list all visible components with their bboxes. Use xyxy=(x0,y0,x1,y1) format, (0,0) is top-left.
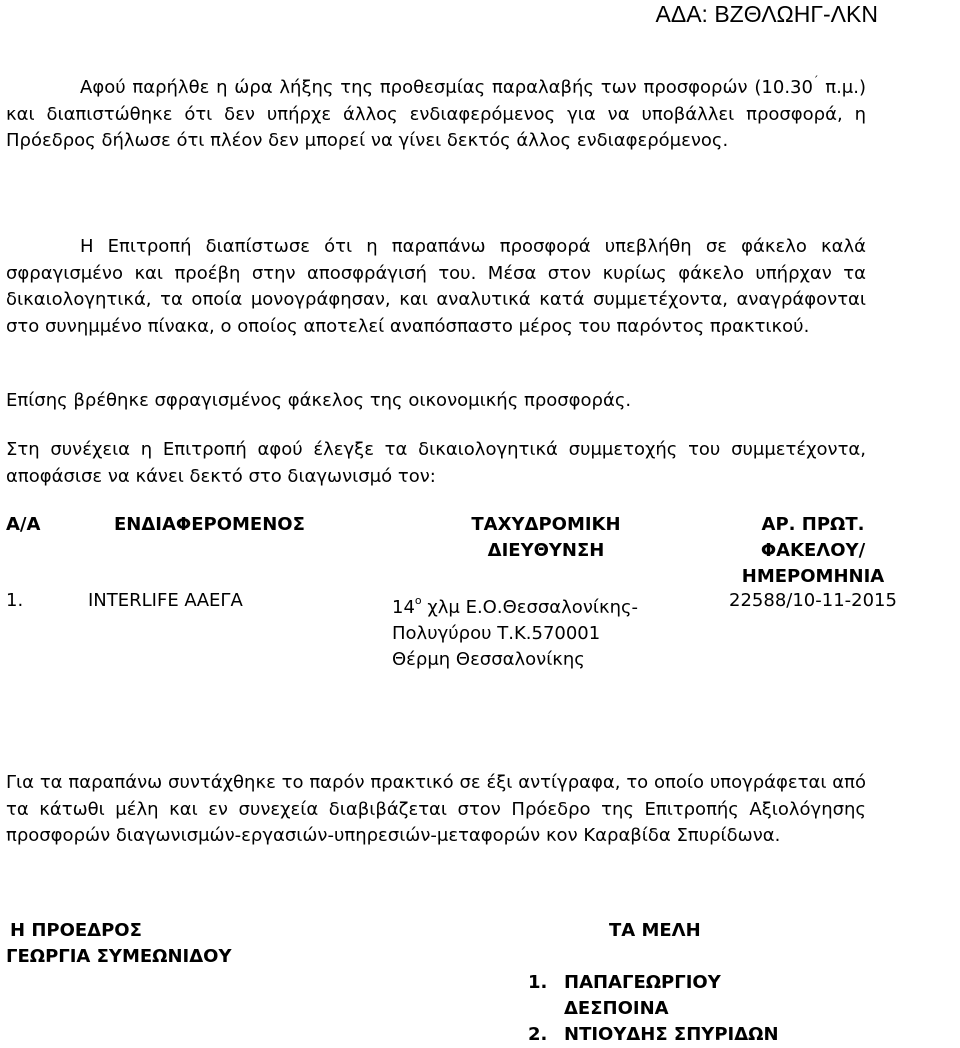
paragraph-closing: Για τα παραπάνω συντάχθηκε το παρόν πρακτικό σε έξι αντίγραφα, το οποίο υπογράφεται από τα κάτωθι μέλη και εν συνεχεία διαβιβάζεται στον Πρόεδρο της Επιτροπής Αξιολόγησης προσφορών διαγωνισμών-εργασιών-υπηρεσιών-μεταφορών κον Καραβίδα Σπυρίδωνα. xyxy=(6,772,866,846)
time-superscript: ΄ xyxy=(812,74,819,87)
table-row xyxy=(6,588,918,668)
time-text: (10.30 xyxy=(754,77,813,98)
president-signature xyxy=(6,918,232,970)
row-aa: 1. xyxy=(6,590,24,611)
header-protocol-line: ΗΜΕΡΟΜΗΝΙΑ xyxy=(741,566,885,587)
paragraph-opening xyxy=(6,68,866,155)
paragraph-text: π.μ.) και διαπιστώθηκε ότι δεν υπήρχε άλλος ενδιαφερόμενος για να υποβάλλει προσφορά, η Πρόεδρος δήλωσε ότι πλέον δεν μπορεί να γίνει δεκτός άλλος ενδιαφερόμενος. xyxy=(6,77,866,151)
members-list xyxy=(528,970,779,1048)
paragraph-unsealing xyxy=(6,234,866,340)
row-protocol: 22588/10-11-2015 xyxy=(729,590,897,611)
paragraph-decision: Στη συνέχεια η Επιτροπή αφού έλεγξε τα δικαιολογητικά συμμετοχής του συμμετέχοντα, αποφάσισε να κάνει δεκτό στο διαγωνισμό τον: xyxy=(6,439,866,487)
header-name: ΕΝΔΙΑΦΕΡΟΜΕΝΟΣ xyxy=(114,514,305,535)
header-protocol-line: ΦΑΚΕΛΟΥ/ xyxy=(760,540,866,561)
president-title: Η ΠΡΟΕΔΡΟΣ xyxy=(10,920,142,941)
address-line: χλμ Ε.Ο.Θεσσαλονίκης- xyxy=(421,597,639,618)
president-name: ΓΕΩΡΓΙΑ ΣΥΜΕΩΝΙΔΟΥ xyxy=(6,946,232,967)
paragraph-text: Η Επιτροπή διαπίστωσε ότι η παραπάνω προσφορά υπεβλήθη σε φάκελο καλά σφραγισμένο και προέβη στην αποσφράγισή του. Μέσα στον κυρίως φάκελο υπήρχαν τα δικαιολογητικά, τα οποία μονογράφησαν, και αναλυτικά κατά συμμετέχοντα, αναγράφονται στο συνημμένο πίνακα, ο οποίος αποτελεί αναπόσπαστο μέρος του παρόντος πρακτικού. xyxy=(6,236,866,337)
address-line: Πολυγύρου Τ.Κ.570001 xyxy=(392,623,601,644)
table-header-row xyxy=(6,512,918,588)
members-title: ΤΑ ΜΕΛΗ xyxy=(609,920,701,941)
row-name: INTERLIFE ΑΑΕΓΑ xyxy=(88,590,243,611)
address-km: 14 xyxy=(392,597,415,618)
header-address xyxy=(416,512,676,564)
header-protocol-line: ΑΡ. ΠΡΩΤ. xyxy=(761,514,865,535)
participants-table xyxy=(6,512,918,668)
header-aa: Α/Α xyxy=(6,514,41,535)
header-protocol xyxy=(708,512,918,590)
row-address xyxy=(392,588,702,673)
member-item: 2. ΝΤΙΟΥΔΗΣ ΣΠΥΡΙΔΩΝ xyxy=(528,1024,779,1045)
paragraph-financial-envelope: Επίσης βρέθηκε σφραγισμένος φάκελος της οικονομικής προσφοράς. xyxy=(6,390,632,411)
address-superscript: ο xyxy=(414,594,422,607)
header-address-line: ΤΑΧΥΔΡΟΜΙΚΗ xyxy=(471,514,621,535)
header-address-line: ΔΙΕΥΘΥΝΣΗ xyxy=(487,540,605,561)
address-line: Θέρμη Θεσσαλονίκης xyxy=(392,649,585,670)
member-item-cont: ΔΕΣΠΟΙΝΑ xyxy=(564,998,669,1019)
ada-code: ΑΔΑ: ΒΖΘΛΩΗΓ-ΛΚΝ xyxy=(655,1,878,27)
member-item: 1. ΠΑΠΑΓΕΩΡΓΙΟΥ xyxy=(528,972,721,993)
paragraph-text: Αφού παρήλθε η ώρα λήξης της προθεσμίας παραλαβής των προσφορών xyxy=(80,77,748,98)
